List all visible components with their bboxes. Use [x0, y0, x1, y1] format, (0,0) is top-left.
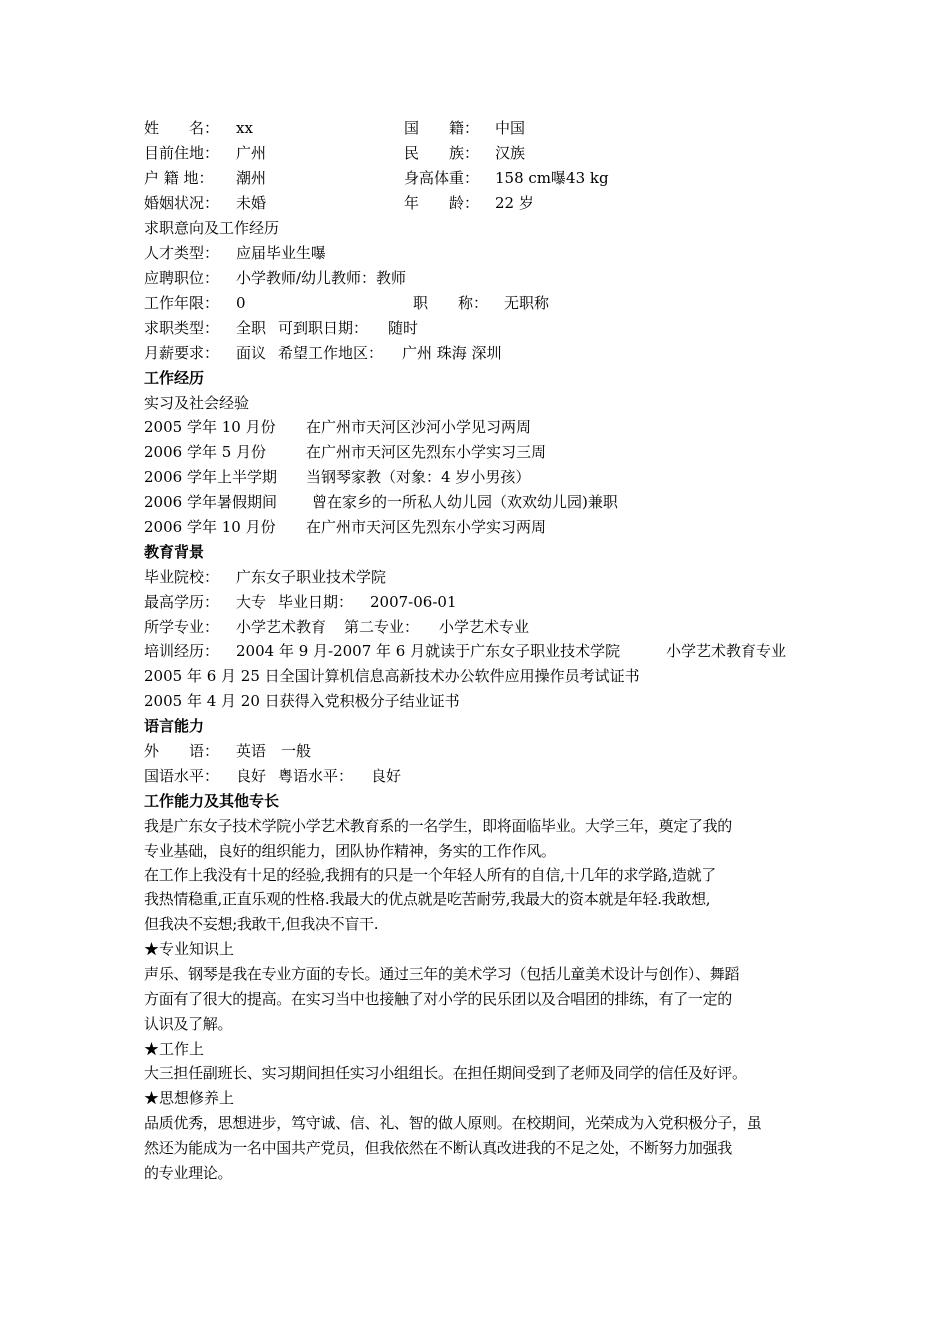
title-label: 职 称：	[413, 294, 489, 312]
personal-row-name	[144, 118, 526, 138]
height-weight-value: 158 cm嚗43 kg	[495, 169, 609, 187]
years-value: 0	[236, 294, 246, 312]
section-line: 大三担任副班长、实习期间担任实习小组组长。在担任期间受到了老师及同学的信任及好评。	[144, 1064, 747, 1082]
salary-value: 面议	[236, 344, 267, 362]
hometown-label: 户 籍 地：	[144, 169, 214, 187]
work-item-date: 2006 学年上半学期	[144, 468, 277, 486]
work-item-desc: 在广州市天河区沙河小学见习两周	[306, 418, 532, 436]
abilities-intro-line: 我是广东女子技术学院小学艺术教育系的一名学生，即将面临毕业。大学三年，奠定了我的	[144, 817, 733, 835]
nationality-value: 中国	[495, 119, 526, 137]
personal-row-residence	[144, 143, 526, 163]
abilities-intro-line: 在工作上我没有十足的经验,我拥有的只是一个年轻人所有的自信,十几年的求学路,造就了	[144, 866, 717, 884]
position-label: 应聘职位：	[144, 269, 220, 287]
intent-heading: 求职意向及工作经历	[144, 219, 280, 237]
ethnicity-value: 汉族	[495, 144, 526, 162]
work-item-desc: 在广州市天河区先烈东小学实习三周	[306, 443, 547, 461]
title-value: 无职称	[504, 294, 550, 312]
work-item	[144, 442, 547, 462]
cantonese-label: 粤语水平：	[278, 767, 354, 785]
degree-value: 大专	[236, 593, 267, 611]
intent-row-jobtype	[144, 318, 419, 338]
intent-row-position	[144, 268, 407, 288]
abilities-intro-line: 专业基础，良好的组织能力，团队协作精神，务实的工作作风。	[144, 842, 556, 860]
work-item	[144, 467, 531, 487]
section-line: 品质优秀，思想进步，笃守诚、信、礼、智的做人原则。在校期间，光荣成为入党积极分子，虽	[144, 1114, 762, 1132]
school-value: 广东女子职业技术学院	[236, 568, 387, 586]
training-major: 小学艺术教育专业	[666, 642, 787, 660]
section-line: 方面有了很大的提高。在实习当中也接触了对小学的民乐团以及合唱团的排练，有了一定的	[144, 990, 733, 1008]
marital-value: 未婚	[236, 194, 267, 212]
degree-label: 最高学历：	[144, 593, 220, 611]
foreign-label: 外 语：	[144, 742, 220, 760]
work-item	[144, 492, 618, 512]
residence-value: 广州	[236, 144, 267, 162]
lang-row-foreign	[144, 741, 312, 761]
personal-row-hometown	[144, 168, 609, 188]
type-label: 人才类型：	[144, 244, 220, 262]
area-value: 广州 珠海 深圳	[402, 344, 502, 362]
school-label: 毕业院校：	[144, 568, 220, 586]
second-major-label: 第二专业：	[344, 618, 420, 636]
work-item	[144, 417, 532, 437]
training-label: 培训经历：	[144, 642, 220, 660]
name-label: 姓 名：	[144, 119, 220, 137]
work-item-date: 2006 学年暑假期间	[144, 493, 277, 511]
intent-row-type	[144, 243, 327, 263]
section-line: 声乐、钢琴是我在专业方面的专长。通过三年的美术学习（包括儿童美术设计与创作）、舞蹈	[144, 965, 740, 983]
years-label: 工作年限：	[144, 294, 220, 312]
second-major-value: 小学艺术专业	[439, 618, 530, 636]
work-heading: 工作经历	[144, 369, 205, 387]
position-value: 小学教师/幼儿教师：教师	[236, 269, 407, 287]
work-item-desc: 在广州市天河区先烈东小学实习两周	[306, 518, 547, 536]
start-value: 随时	[388, 319, 419, 337]
personal-row-marital	[144, 193, 534, 213]
intent-row-salary	[144, 343, 502, 363]
nationality-label: 国 籍：	[404, 119, 480, 137]
edu-cert-1: 2005 年 6 月 25 日全国计算机信息高新技术办公软件应用操作员考试证书	[144, 667, 640, 685]
work-subheading: 实习及社会经验	[144, 394, 250, 412]
lang-row-dialect	[144, 766, 402, 786]
edu-row-school	[144, 567, 387, 587]
hometown-value: 潮州	[236, 169, 267, 187]
abilities-heading: 工作能力及其他专长	[144, 792, 280, 810]
grad-label: 毕业日期：	[278, 593, 354, 611]
section-title-work: ★工作上	[144, 1040, 205, 1058]
edu-row-training	[144, 641, 787, 661]
height-weight-label: 身高体重：	[404, 169, 480, 187]
start-label: 可到职日期：	[278, 319, 369, 337]
edu-cert-2: 2005 年 4 月 20 日获得入党积极分子结业证书	[144, 692, 460, 710]
language-heading: 语言能力	[144, 717, 205, 735]
jobtype-value: 全职	[236, 319, 267, 337]
cantonese-value: 良好	[371, 767, 402, 785]
section-line: 认识及了解。	[144, 1015, 233, 1033]
age-value: 22 岁	[495, 194, 534, 212]
edu-row-major	[144, 617, 530, 637]
edu-row-degree	[144, 592, 457, 612]
mandarin-value: 良好	[236, 767, 267, 785]
type-value: 应届毕业生嚗	[236, 244, 327, 262]
work-item-date: 2006 学年 5 月份	[144, 443, 267, 461]
grad-value: 2007-06-01	[370, 593, 457, 611]
age-label: 年 龄：	[404, 194, 480, 212]
section-title-professional: ★专业知识上	[144, 940, 235, 958]
jobtype-label: 求职类型：	[144, 319, 220, 337]
section-line: 然还为能成为一名中国共产党员，但我依然在不断认真改进我的不足之处，不断努力加强我	[144, 1139, 733, 1157]
work-item-desc: 曾在家乡的一所私人幼儿园（欢欢幼儿园)兼职	[312, 493, 618, 511]
name-value: xx	[236, 119, 253, 137]
training-value: 2004 年 9 月-2007 年 6 月就读于广东女子职业技术学院	[236, 642, 621, 660]
intent-row-years	[144, 293, 550, 313]
section-title-ideology: ★思想修养上	[144, 1089, 235, 1107]
work-item-date: 2006 学年 10 月份	[144, 518, 276, 536]
salary-label: 月薪要求：	[144, 344, 220, 362]
residence-label: 目前住地：	[144, 144, 220, 162]
area-label: 希望工作地区：	[278, 344, 384, 362]
mandarin-label: 国语水平：	[144, 767, 220, 785]
section-line: 的专业理论。	[144, 1164, 233, 1182]
major-value: 小学艺术教育	[236, 618, 327, 636]
work-item-date: 2005 学年 10 月份	[144, 418, 276, 436]
education-heading: 教育背景	[144, 543, 205, 561]
abilities-intro-line: 我热情稳重,正直乐观的性格.我最大的优点就是吃苦耐劳,我最大的资本就是年轻.我敢想,	[144, 890, 711, 908]
work-item-desc: 当钢琴家教（对象：4 岁小男孩）	[306, 468, 531, 486]
major-label: 所学专业：	[144, 618, 220, 636]
marital-label: 婚姻状况：	[144, 194, 220, 212]
abilities-intro-line: 但我决不妄想;我敢干,但我决不盲干.	[144, 915, 379, 933]
foreign-value: 英语 一般	[236, 742, 312, 760]
ethnicity-label: 民 族：	[404, 144, 480, 162]
work-item	[144, 517, 547, 537]
